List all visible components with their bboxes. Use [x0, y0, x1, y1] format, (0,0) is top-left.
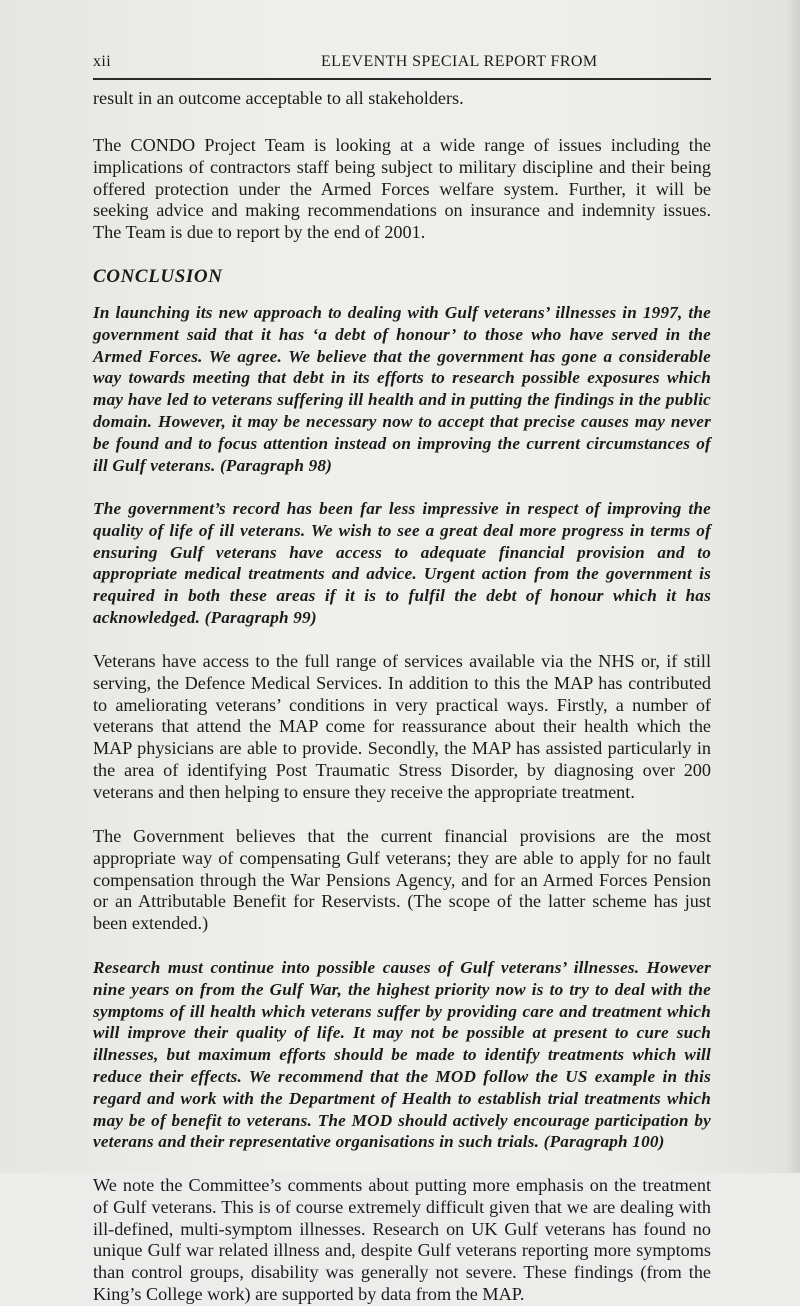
running-title: ELEVENTH SPECIAL REPORT FROM — [321, 53, 598, 70]
paragraph-response-treatment: We note the Committee’s comments about putting more emphasis on the treatment of Gulf veterans. This is of course extremely difficult given that we are dealing with ill-defined, multi-symptom illnesses. Research on UK Gulf veterans has found no unique Gulf war related illness and, despite Gulf veterans reporting more symptoms than control groups, disability was generally not severe. These findings (from the King’s College work) are supported by data from the MAP. — [93, 1175, 711, 1304]
paragraph-recommendation-98: In launching its new approach to dealing with Gulf veterans’ illnesses in 1997, the government said that it has ‘a debt of honour’ to those who have served in the Armed Forces. We agree. We believe that the government has gone a considerable way towards meeting that debt in its efforts to research possible exposures which may have led to veterans suffering ill health and in putting the findings in the public domain. However, it may be necessary now to accept that precise causes may never be found and to focus attention instead on improving the current circumstances of ill Gulf veterans. (Paragraph 98) — [93, 303, 711, 475]
header-rule — [93, 78, 711, 80]
paragraph-response-services: Veterans have access to the full range of services available via the NHS or, if still serving, the Defence Medical Services. In addition to this the MAP has contributed to ameliorating veterans’ conditions in very practical ways. Firstly, a number of veterans that attend the MAP come for reassurance about their health which the MAP physicians are able to provide. Secondly, the MAP has assisted particularly in the area of identifying Post Traumatic Stress Disorder, by diagnosing over 200 veterans and then helping to ensure they receive the appropriate treatment. — [93, 651, 711, 802]
paragraph-response-financial: The Government believes that the current financial provisions are the most appropriate way of compensating Gulf veterans; they are able to apply for no fault compensation through the War Pensions Agency, and for an Armed Forces Pension or an Attributable Benefit for Reservists. (The scope of the latter scheme has just been extended.) — [93, 826, 711, 934]
running-header — [93, 50, 711, 74]
section-heading-conclusion: CONCLUSION — [93, 266, 223, 287]
page-edge-shadow — [786, 0, 800, 1173]
page-number: xii — [93, 53, 112, 70]
paragraph-recommendation-100: Research must continue into possible causes of Gulf veterans’ illnesses. However nine years on from the Gulf War, the highest priority now is to try to deal with the symptoms of ill health which veterans suffer by providing care and treatment which will improve their quality of life. It may not be possible at present to cure such illnesses, but maximum efforts should be made to identify treatments which will reduce their effects. We recommend that the MOD follow the US example in this regard and work with the Department of Health to establish trial treatments which may be of benefit to veterans. The MOD should actively encourage participation by veterans and their representative organisations in such trials. (Paragraph 100) — [93, 958, 711, 1152]
paragraph-recommendation-99: The government’s record has been far less impressive in respect of improving the quality of life of ill veterans. We wish to see a great deal more progress in terms of ensuring Gulf veterans have access to adequate financial provision and to appropriate medical treatments and advice. Urgent action from the government is required in both these areas if it is to fulfil the debt of honour which it has acknowledged. (Paragraph 99) — [93, 499, 711, 627]
paragraph-condo-project: The CONDO Project Team is looking at a wide range of issues including the implications of contractors staff being subject to military discipline and their being offered protection under the Armed Forces welfare system. Further, it will be seeking advice and making recommendations on insurance and indemnity issues. The Team is due to report by the end of 2001. — [93, 135, 711, 243]
paragraph-continuation: result in an outcome acceptable to all stakeholders. — [93, 88, 464, 108]
